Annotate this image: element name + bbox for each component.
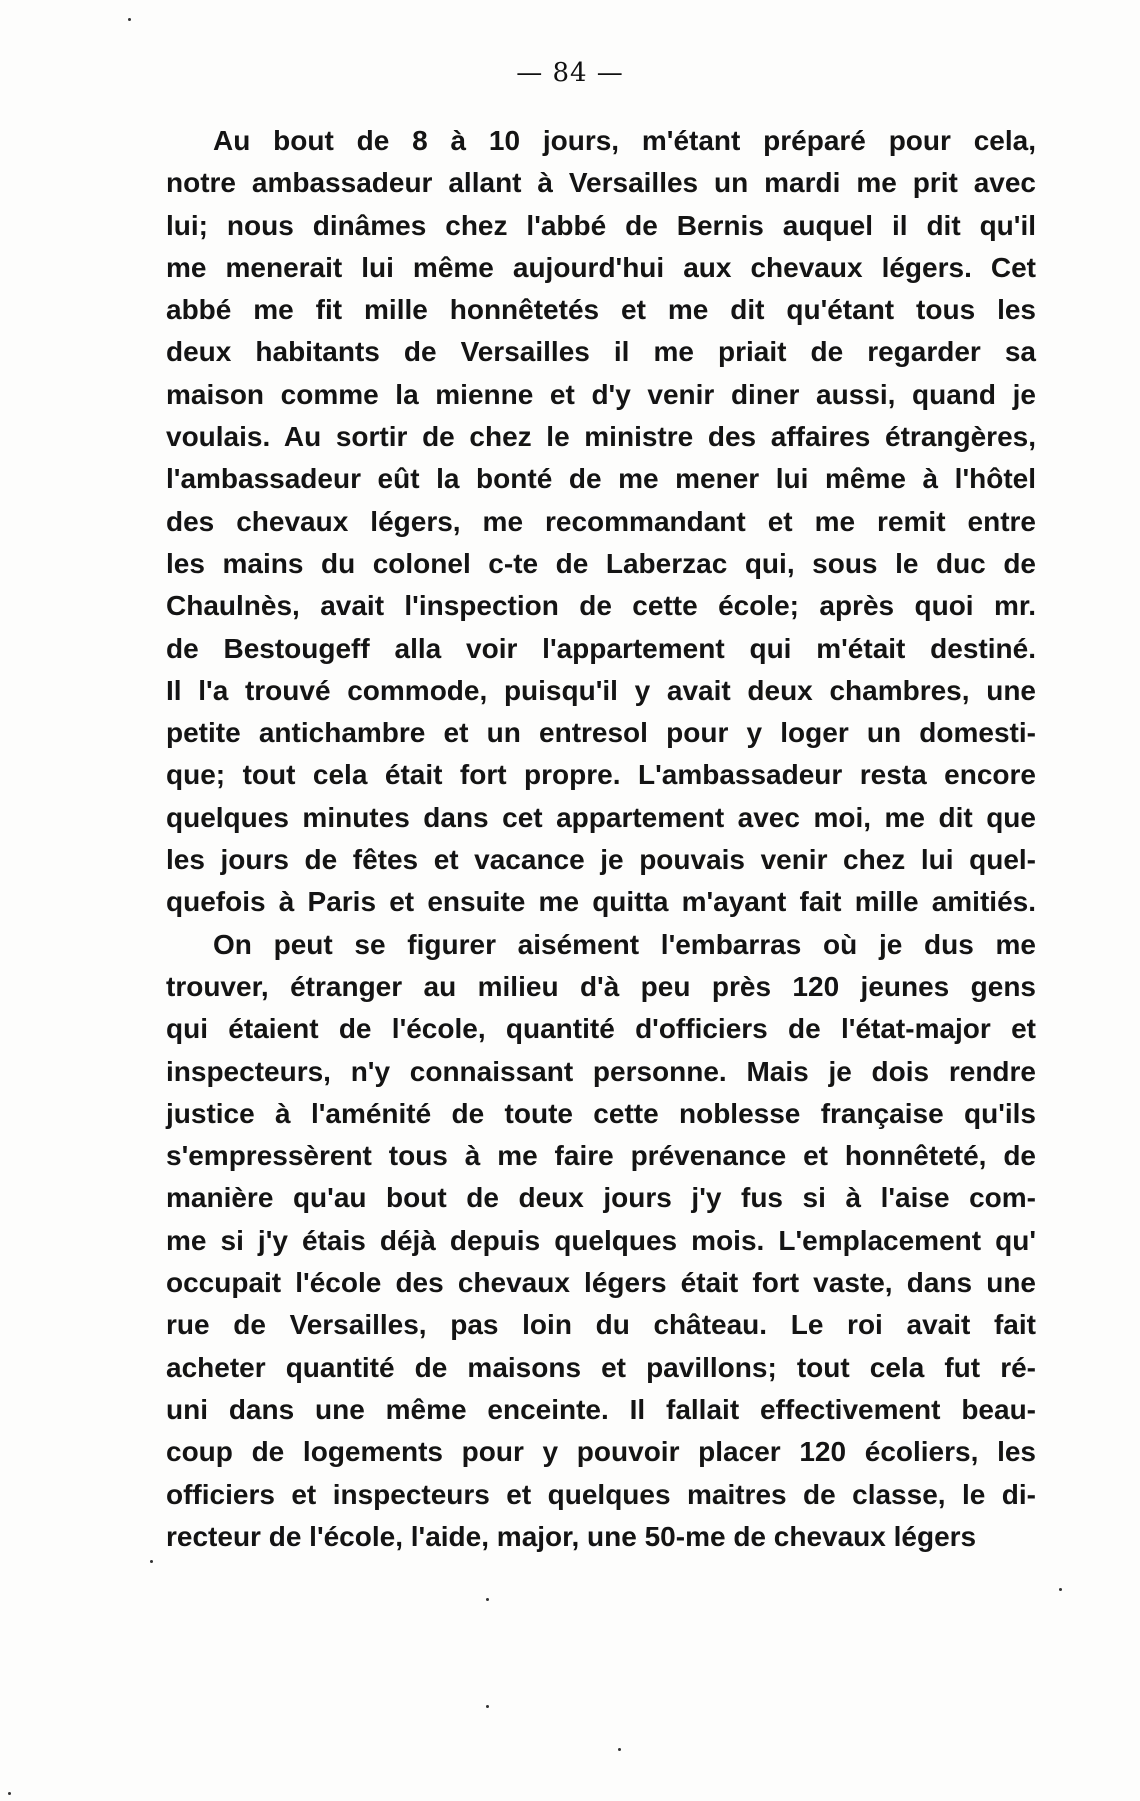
text-line: coup de logements pour y pouvoir placer 120 écoliers, les <box>166 1436 1036 1468</box>
text-line: des chevaux légers, me recommandant et me remit entre <box>166 505 1036 537</box>
text-line: quelques minutes dans cet appartement avec moi, me dit que <box>166 801 1036 833</box>
scan-speck <box>618 1748 621 1751</box>
text-line: les mains du colonel c-te de Laberzac qui, sous le duc de <box>166 547 1036 579</box>
text-line: manière qu'au bout de deux jours j'y fus si à l'aise com- <box>166 1182 1036 1214</box>
scan-speck <box>150 1560 153 1563</box>
text-line: me si j'y étais déjà depuis quelques mois. L'emplacement qu' <box>166 1224 1036 1256</box>
text-line: On peut se figurer aisément l'embarras où je dus me <box>213 928 1036 960</box>
text-line: deux habitants de Versailles il me priait de regarder sa <box>166 336 1036 368</box>
text-line: Il l'a trouvé commode, puisqu'il y avait deux chambres, une <box>166 674 1036 706</box>
page-number: — 84 — <box>516 58 624 88</box>
text-line: abbé me fit mille honnêtetés et me dit qu'étant tous les <box>166 294 1036 326</box>
scan-speck <box>128 18 131 21</box>
text-line: rue de Versailles, pas loin du château. Le roi avait fait <box>166 1309 1036 1341</box>
text-line: recteur de l'école, l'aide, major, une 50-me de chevaux légers <box>166 1520 977 1552</box>
text-line: l'ambassadeur eût la bonté de me mener lui même à l'hôtel <box>166 463 1036 495</box>
text-line: s'empressèrent tous à me faire prévenance et honnêteté, de <box>166 1140 1036 1172</box>
text-line: trouver, étranger au milieu d'à peu près 120 jeunes gens <box>166 970 1036 1002</box>
text-line: petite antichambre et un entresol pour y loger un domesti- <box>166 717 1036 749</box>
text-line: officiers et inspecteurs et quelques maitres de classe, le di- <box>166 1478 1036 1510</box>
text-line: inspecteurs, n'y connaissant personne. Mais je dois rendre <box>166 1055 1036 1087</box>
text-line: de Bestougeff alla voir l'appartement qui m'était destiné. <box>166 632 1036 664</box>
text-line: occupait l'école des chevaux légers était fort vaste, dans une <box>166 1267 1036 1299</box>
text-line: acheter quantité de maisons et pavillons; tout cela fut ré- <box>166 1351 1036 1383</box>
scan-speck <box>486 1598 489 1601</box>
body-text <box>166 120 1036 1558</box>
text-line: qui étaient de l'école, quantité d'officiers de l'état-major et <box>166 1013 1036 1045</box>
text-line: uni dans une même enceinte. Il fallait effectivement beau- <box>166 1393 1036 1425</box>
text-line: justice à l'aménité de toute cette noblesse française qu'ils <box>166 1097 1036 1129</box>
text-line: Chaulnès, avait l'inspection de cette école; après quoi mr. <box>166 590 1036 622</box>
scan-speck <box>1059 1588 1062 1591</box>
scan-speck <box>8 1792 11 1795</box>
text-line: notre ambassadeur allant à Versailles un mardi me prit avec <box>166 167 1036 199</box>
text-line: Au bout de 8 à 10 jours, m'étant préparé pour cela, <box>213 125 1036 156</box>
text-line: lui; nous dinâmes chez l'abbé de Bernis auquel il dit qu'il <box>166 209 1036 241</box>
text-line: que; tout cela était fort propre. L'ambassadeur resta encore <box>166 759 1036 791</box>
text-line: quefois à Paris et ensuite me quitta m'ayant fait mille amitiés. <box>166 886 1036 918</box>
text-line: voulais. Au sortir de chez le ministre des affaires étrangères, <box>166 421 1036 453</box>
text-line: les jours de fêtes et vacance je pouvais venir chez lui quel- <box>166 844 1036 876</box>
scan-speck <box>486 1705 489 1708</box>
text-line: maison comme la mienne et d'y venir diner aussi, quand je <box>166 378 1036 410</box>
text-line: me menerait lui même aujourd'hui aux chevaux légers. Cet <box>166 251 1036 283</box>
